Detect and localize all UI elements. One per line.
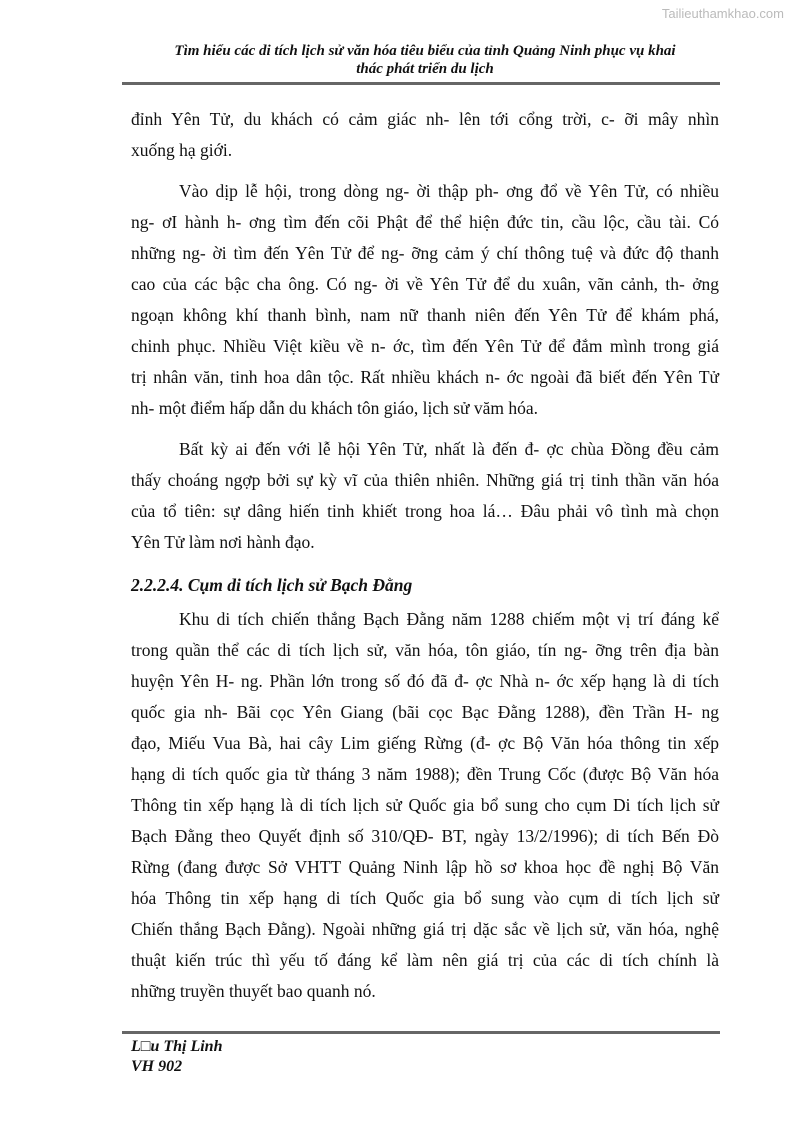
paragraph [131, 604, 719, 1007]
header-title: Tìm hiểu các di tích lịch sử văn hóa tiêu biểu của tỉnh Quảng Ninh phục vụ khai [174, 43, 676, 59]
paragraph [131, 104, 719, 166]
header-title-line2: thác phát triển du lịch [356, 61, 494, 77]
text-line: Chiến thắng Bạch Đằng). Ngoài những giá trị dặc sắc về lịch sử, văn hóa, nghệ [131, 919, 719, 939]
text-line: ngoạn không khí thanh bình, nam nữ thanh niên đến Yên Tử để khám phá, [131, 305, 719, 325]
text-line: xuống hạ giới. [131, 140, 233, 160]
paragraph [131, 176, 719, 424]
body-text [131, 104, 719, 1017]
footer-author: L□u Thị Linh [131, 1038, 223, 1055]
text-line: Khu di tích chiến thắng Bạch Đằng năm 1288 chiếm một vị trí đáng kể [179, 609, 719, 629]
text-line: hạng di tích quốc gia từ tháng 3 năm 1988); đền Trung Cốc (được Bộ Văn hóa [131, 764, 719, 784]
footer [131, 1037, 222, 1077]
text-line: trong quần thể các di tích lịch sử, văn hóa, tôn giáo, tín ng- ỡng trên địa bàn [131, 640, 719, 660]
section-heading: 2.2.2.4. Cụm di tích lịch sử Bạch Đằng [131, 575, 413, 595]
text-line: của tổ tiên: sự dâng hiến tinh khiết trong hoa lá… Đâu phải vô tình mà chọn [131, 501, 719, 521]
footer-class: VH 902 [131, 1058, 183, 1075]
watermark: Tailieuthamkhao.com [661, 6, 784, 21]
text-line: hóa Thông tin xếp hạng di tích Quốc gia bổ sung vào cụm di tích lịch sử [131, 888, 719, 908]
text-line: cao của các bậc cha ông. Có ng- ời về Yên Tử để du xuân, vãn cảnh, th- ởng [131, 274, 719, 294]
text-line: nh- một điểm hấp dẫn du khách tôn giáo, lịch sử văm hóa. [131, 398, 539, 418]
text-line: ng- ơI hành h- ơng tìm đến cõi Phật để thể hiện đức tin, cầu lộc, cầu tài. Có [131, 212, 719, 232]
text-line: Thông tin xếp hạng là di tích lịch sử Quốc gia bổ sung cho cụm Di tích lịch sử [131, 795, 719, 815]
text-line: Bạch Đằng theo Quyết định số 310/QĐ- BT, ngày 13/2/1996); di tích Bến Đò [131, 826, 719, 846]
text-line: huyện Yên H- ng. Phần lớn trong số đó đã đ- ợc Nhà n- ớc xếp hạng là di tích [131, 671, 719, 691]
text-line: Yên Tử làm nơi hành đạo. [131, 532, 315, 552]
footer-rule [122, 1031, 720, 1034]
text-line: Bất kỳ ai đến với lễ hội Yên Tử, nhất là đến đ- ợc chùa Đồng đều cảm [179, 439, 719, 459]
text-line: chinh phục. Nhiều Việt kiều về n- ớc, tìm đến Yên Tử để đắm mình trong giá [131, 336, 719, 356]
running-header [100, 42, 750, 78]
text-line: những ng- ời tìm đến Yên Tử để ng- ỡng cảm ý chí thông tuệ và đức độ thanh [131, 243, 719, 263]
text-line: trị nhân văn, tinh hoa dân tộc. Rất nhiều khách n- ớc ngoài đã biết đến Yên Tử [131, 367, 719, 387]
text-line: thấy choáng ngợp bởi sự kỳ vĩ của thiên nhiên. Những giá trị tinh thần văn hóa [131, 470, 719, 490]
text-line: thuật kiến trúc thì yếu tố đáng kể làm nên giá trị của các di tích chính là [131, 950, 719, 970]
header-rule [122, 82, 720, 85]
text-line: Rừng (đang được Sở VHTT Quảng Ninh lập hồ sơ khoa học đề nghị Bộ Văn [131, 857, 719, 877]
text-line: những truyền thuyết bao quanh nó. [131, 981, 376, 1001]
text-line: đỉnh Yên Tử, du khách có cảm giác nh- lên tới cổng trời, c- ỡi mây nhìn [131, 109, 719, 129]
text-line: đạo, Miếu Vua Bà, hai cây Lim giếng Rừng (đ- ợc Bộ Văn hóa thông tin xếp [131, 733, 719, 753]
paragraph [131, 434, 719, 558]
text-line: quốc gia nh- Bãi cọc Yên Giang (bãi cọc Bạc Đằng 1288), đền Trần H- ng [131, 702, 719, 722]
text-line: Vào dịp lễ hội, trong dòng ng- ời thập ph- ơng đổ về Yên Tử, có nhiều [179, 181, 719, 201]
